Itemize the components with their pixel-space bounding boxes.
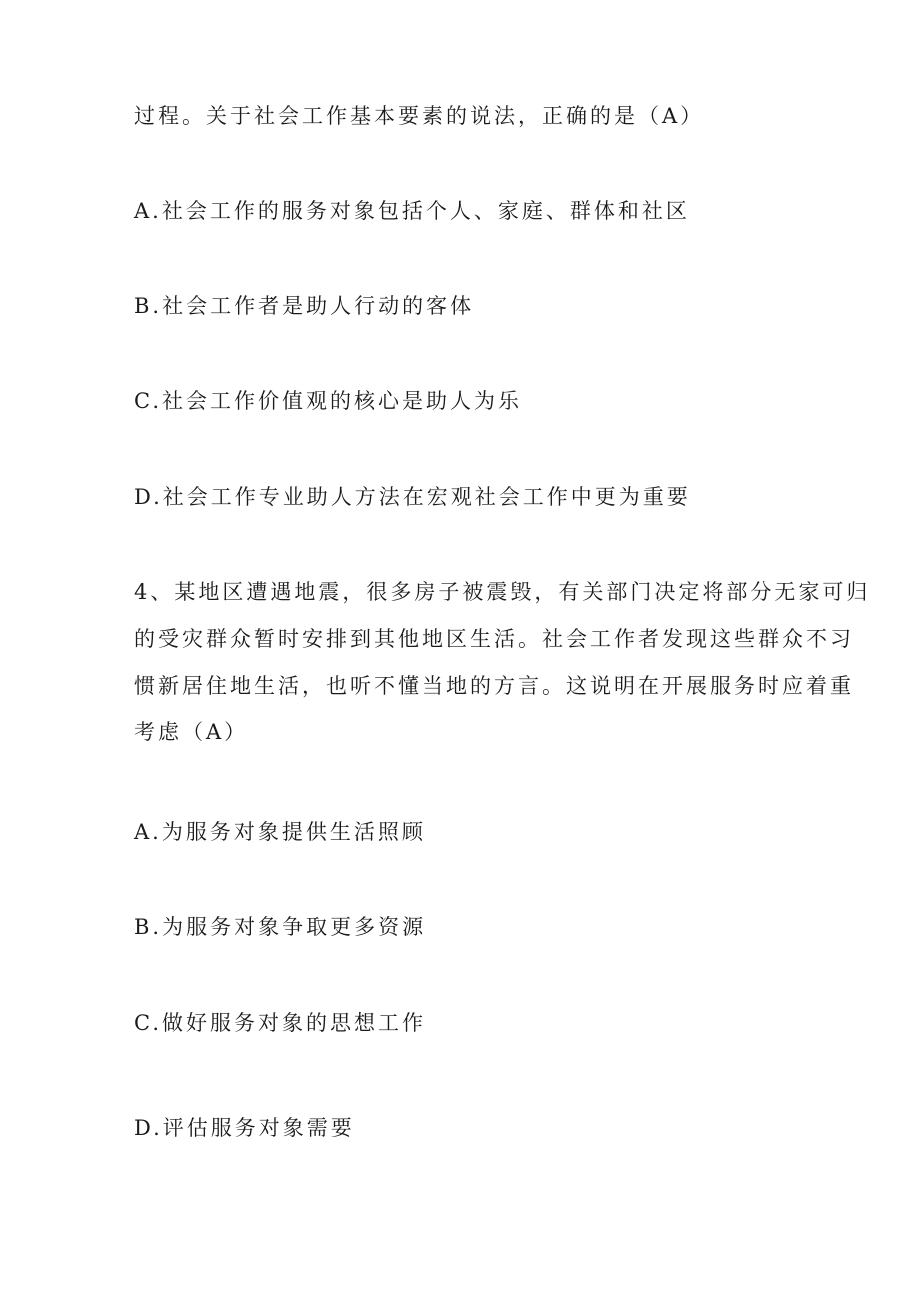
q4-stem-line-4: 考虑（A） <box>134 720 249 744</box>
q4-option-d: D.评估服务对象需要 <box>134 1116 355 1140</box>
q4-stem-line-2: 的受灾群众暂时安排到其他地区生活。社会工作者发现这些群众不习 <box>134 627 854 651</box>
q4-option-c: C.做好服务对象的思想工作 <box>134 1011 426 1035</box>
q4-option-a: A.为服务对象提供生活照顾 <box>134 820 426 844</box>
q3-option-a: A.社会工作的服务对象包括个人、家庭、群体和社区 <box>134 199 690 223</box>
q3-option-d: D.社会工作专业助人方法在宏观社会工作中更为重要 <box>134 485 691 509</box>
q4-stem-line-1: 4、某地区遭遇地震，很多房子被震毁，有关部门决定将部分无家可归 <box>134 580 871 604</box>
q4-stem-line-3: 惯新居住地生活，也听不懂当地的方言。这说明在开展服务时应着重 <box>134 674 854 698</box>
q3-stem-tail: 过程。关于社会工作基本要素的说法，正确的是（A） <box>134 104 705 128</box>
q3-option-c: C.社会工作价值观的核心是助人为乐 <box>134 389 522 413</box>
q3-option-b: B.社会工作者是助人行动的客体 <box>134 294 475 318</box>
q4-option-b: B.为服务对象争取更多资源 <box>134 915 427 939</box>
